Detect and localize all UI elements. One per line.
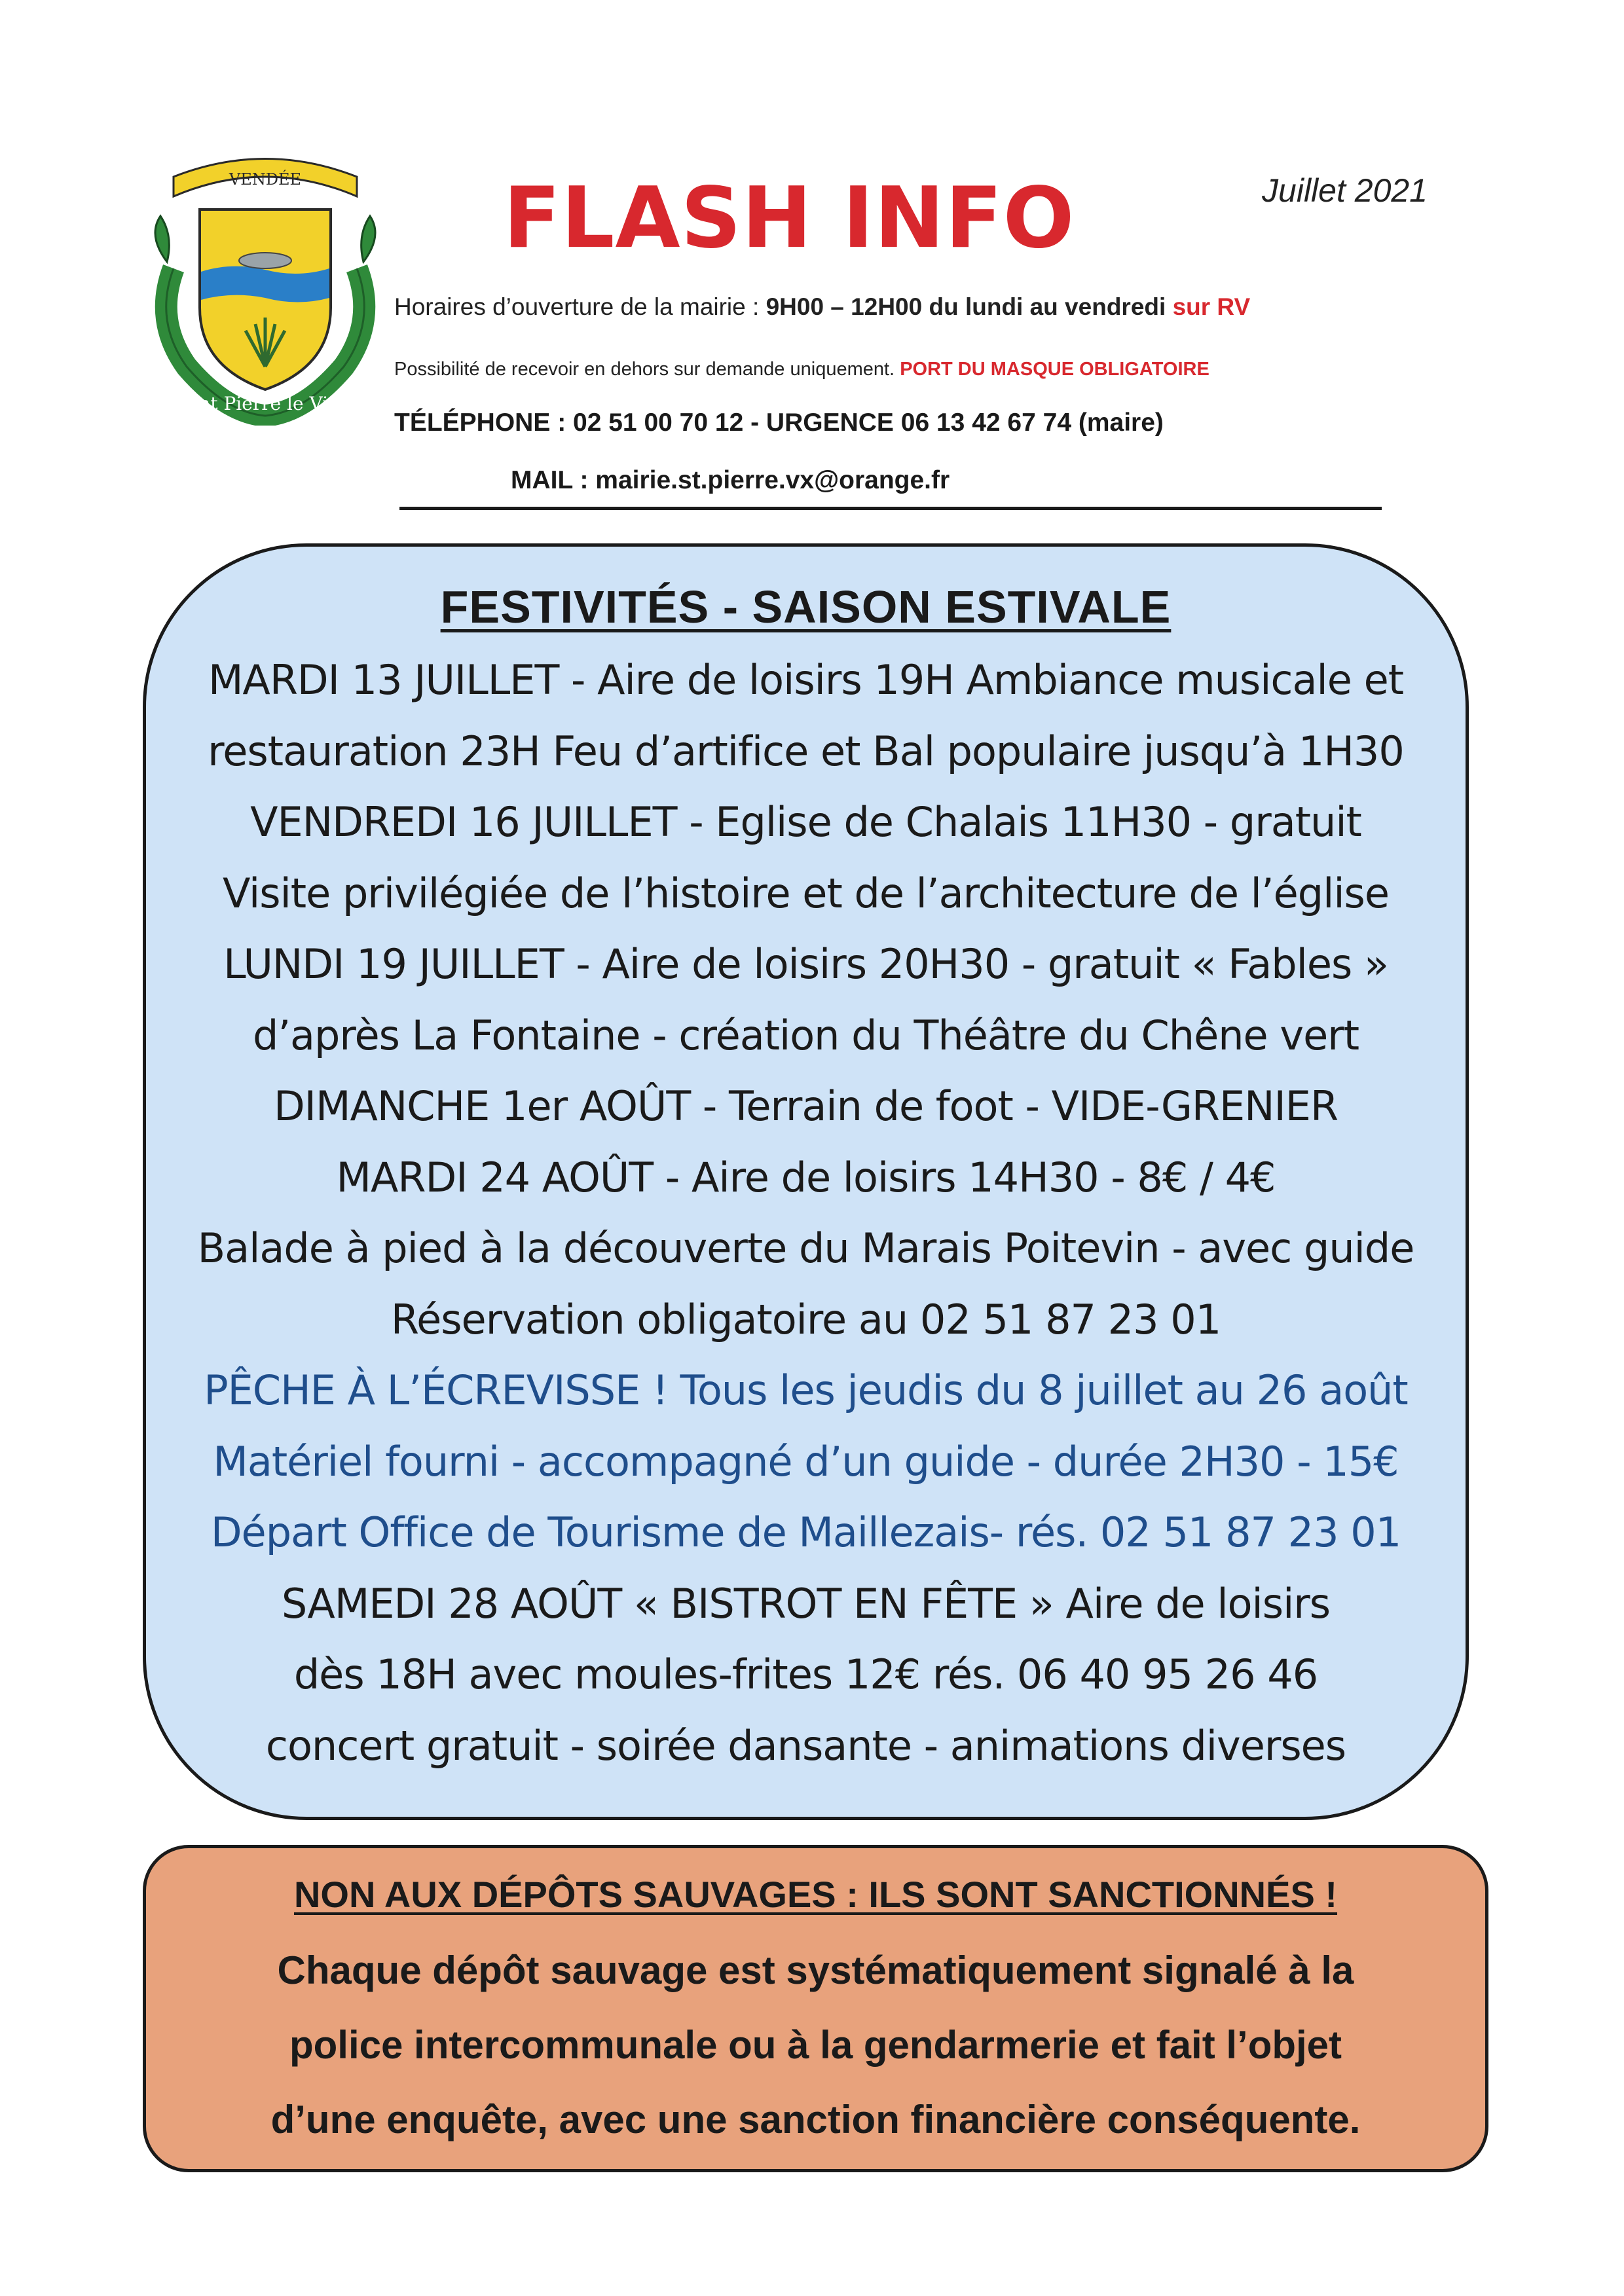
crest-ribbon-text: Saint Pierre le Vieux [169,393,361,414]
event-line: DIMANCHE 1er AOÛT - Terrain de foot - VIDE-GRENIER [273,1082,1338,1130]
event-line: Visite privilégiée de l’histoire et de l’architecture de l’église [222,869,1389,917]
event-line: VENDREDI 16 JUILLET - Eglise de Chalais 11H30 - gratuit [250,798,1361,846]
event-line-peche: PÊCHE À L’ÉCREVISSE ! Tous les jeudis du 8 juillet au 26 août [204,1366,1408,1414]
warning-text [146,1933,1485,2157]
event-line-peche: Départ Office de Tourisme de Maillezais- rés. 02 51 87 23 01 [210,1508,1401,1556]
mail-line: MAIL : mairie.st.pierre.vx@orange.fr [511,466,950,494]
illegal-dumping-warning [143,1845,1488,2172]
event-line: d’après La Fontaine - création du Théâtre du Chêne vert [252,1011,1359,1059]
opening-hours [394,293,1250,321]
event-line: restauration 23H Feu d’artifice et Bal populaire jusqu’à 1H30 [208,727,1404,775]
warning-line: Chaque dépôt sauvage est systématiquement signalé à la [277,1948,1354,1992]
festivities-box [143,543,1469,1820]
event-line: MARDI 13 JUILLET - Aire de loisirs 19H Ambiance musicale et [208,656,1404,704]
page-title: FLASH INFO [503,170,1075,267]
crest-banner-text: VENDÉE [229,170,302,189]
header-divider [399,507,1382,510]
festivities-list [146,645,1466,1781]
event-line: SAMEDI 28 AOÛT « BISTROT EN FÊTE » Aire de loisirs [281,1579,1331,1628]
reception-note [394,359,1209,380]
phone-line: TÉLÉPHONE : 02 51 00 70 12 - URGENCE 06 13 42 67 74 (maire) [394,409,1164,437]
issue-date: Juillet 2021 [1262,172,1428,209]
mask-notice: PORT DU MASQUE OBLIGATOIRE [900,359,1209,380]
opening-hours-rv: sur RV [1172,293,1251,320]
opening-hours-value: 9H00 – 12H00 du lundi au vendredi [766,293,1166,320]
festivities-title: FESTIVITÉS - SAISON ESTIVALE [440,581,1172,632]
event-line: Balade à pied à la découverte du Marais Poitevin - avec guide [197,1224,1414,1272]
event-line-peche: Matériel fourni - accompagné d’un guide - durée 2H30 - 15€ [213,1437,1399,1485]
village-crest-logo [147,157,383,426]
warning-title: NON AUX DÉPÔTS SAUVAGES : ILS SONT SANCTIONNÉS ! [293,1874,1338,1915]
event-line: concert gratuit - soirée dansante - animations diverses [265,1721,1346,1770]
event-line: MARDI 24 AOÛT - Aire de loisirs 14H30 - 8€ / 4€ [336,1153,1276,1201]
warning-line: d’une enquête, avec une sanction financière conséquente. [270,2098,1361,2141]
reception-note-text: Possibilité de recevoir en dehors sur demande uniquement. [394,359,895,380]
event-line: LUNDI 19 JUILLET - Aire de loisirs 20H30 - gratuit « Fables » [223,940,1388,988]
event-line: Réservation obligatoire au 02 51 87 23 01 [390,1295,1221,1343]
warning-line: police intercommunale ou à la gendarmerie et fait l’objet [289,2023,1342,2067]
opening-hours-label: Horaires d’ouverture de la mairie : [394,293,760,320]
event-line: dès 18H avec moules-frites 12€ rés. 06 40 95 26 46 [293,1650,1318,1698]
